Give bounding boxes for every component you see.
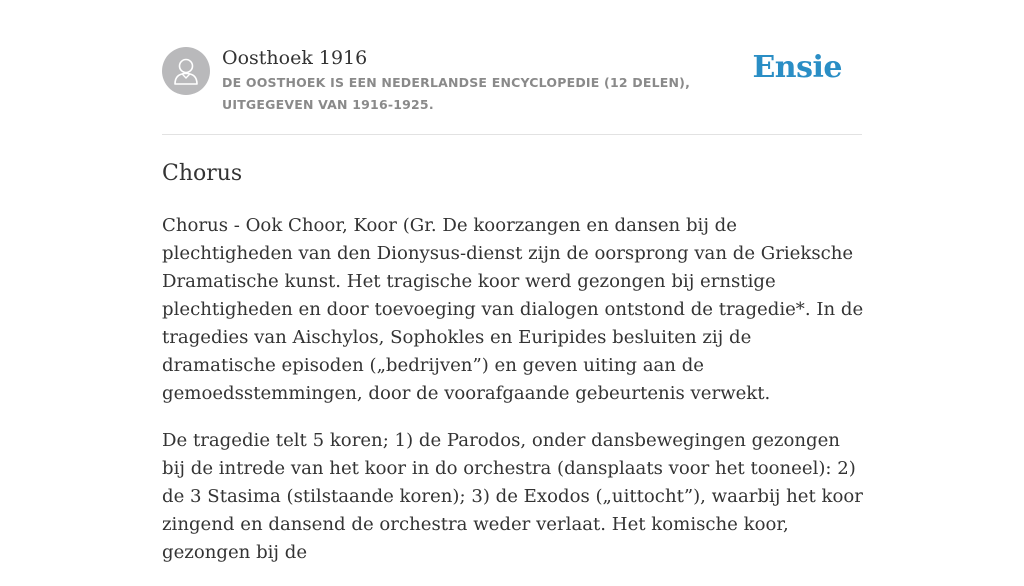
source-header <box>162 0 862 135</box>
source-description: DE OOSTHOEK IS EEN NEDERLANDSE ENCYCLOPEDIE (12 DELEN), UITGEGEVEN VAN 1916-1925. <box>222 75 691 112</box>
article-paragraph: Chorus - Ook Choor, Koor (Gr. De koorzangen en dansen bij de plechtigheden van den Dionysus-dienst zijn de oorsprong van de Grieksche Dramatische kunst. Het tragische koor werd gezongen bij ernstige plechtigheden en door toevoeging van dialogen ontstond de tragedie*. In de tragedies van Aischylos, Sophokles en Euripides besluiten zij de dramatische episoden („bedrijven”) en geven uiting aan de gemoedsstemmingen, door de voorafgaande gebeurtenis verwekt. <box>162 215 864 404</box>
user-icon <box>172 56 200 86</box>
ensie-logo[interactable]: Ensie <box>752 50 842 85</box>
source-name[interactable]: Oosthoek 1916 <box>222 47 368 69</box>
article-title: Chorus <box>162 161 243 186</box>
article-paragraph: De tragedie telt 5 koren; 1) de Parodos, onder dansbewegingen gezongen bij de intrede van het koor in do orchestra (dansplaats voor het tooneel): 2) de 3 Stasima (stilstaande koren); 3) de Exodos („uittocht”), waarbij het koor zingend en dansend de orchestra weder verlaat. Het komische koor, gezongen bij de <box>162 430 863 563</box>
article-body <box>162 212 864 586</box>
content-container <box>162 0 864 563</box>
avatar[interactable] <box>162 47 210 95</box>
